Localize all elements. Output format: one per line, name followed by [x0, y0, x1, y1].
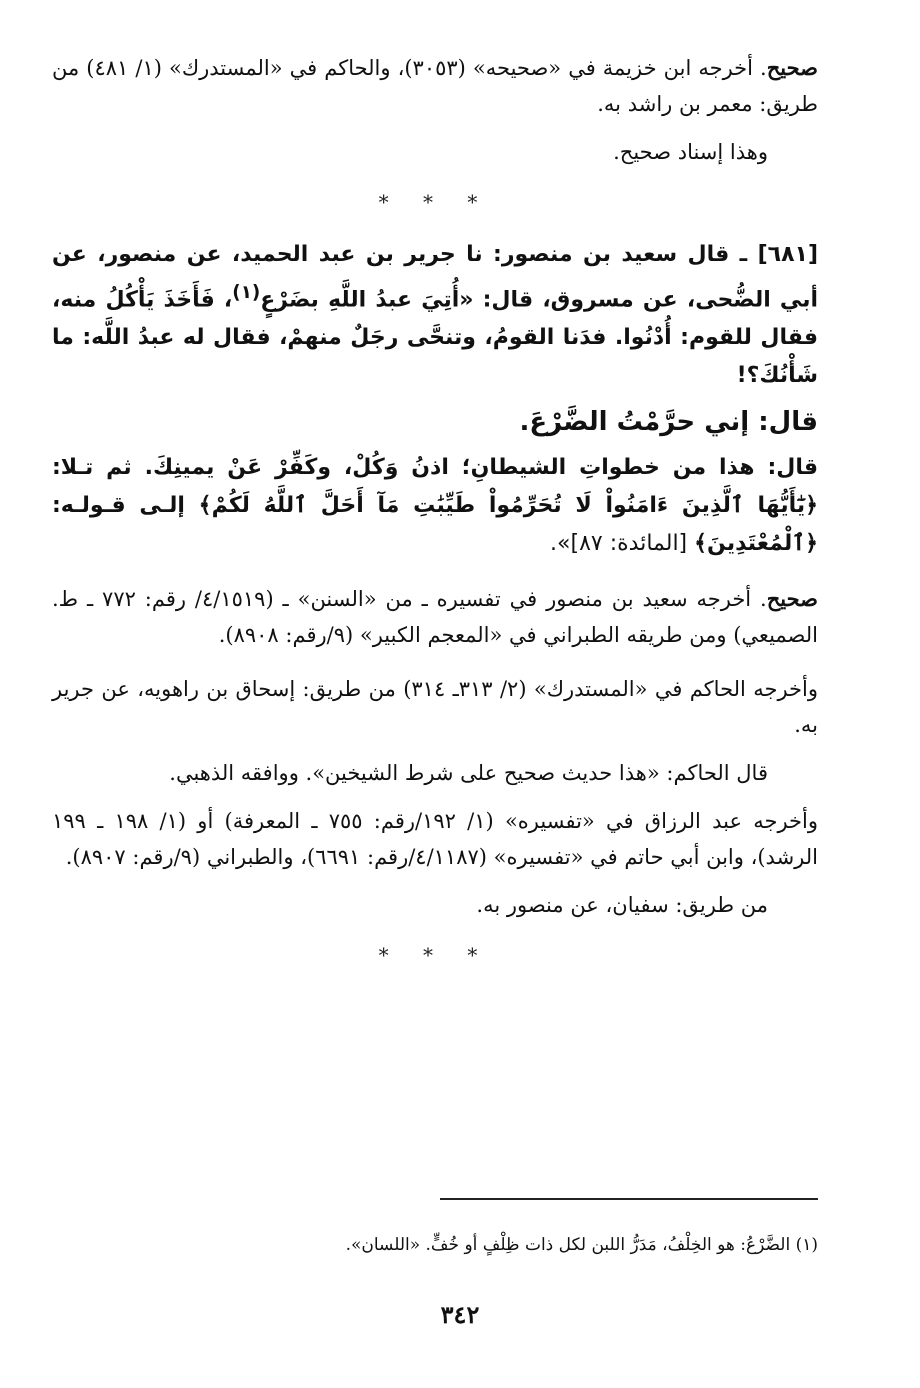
- paragraph-grading-1: [52, 50, 818, 122]
- quran-verse: ﴿يَٰٓأَيُّهَا ٱلَّذِينَ ءَامَنُواْ لَا تُحَرِّمُواْ طَيِّبَٰتِ مَآ أَحَلَّ ٱللَّهُ لَكُمْ﴾: [198, 493, 818, 519]
- section-divider-stars: * * *: [378, 943, 492, 968]
- footnote-reference: (١): [232, 282, 261, 303]
- paragraph-grading-2: [52, 581, 818, 653]
- response-text: قال: هذا من خطواتِ الشيطانِ؛ اذنُ وَكُلْ، وكَفِّرْ عَنْ يمينِكَ. ثم تـلا:: [52, 455, 818, 481]
- section-divider-stars: * * *: [378, 190, 492, 214]
- paragraph-route: من طريق: سفيان، عن منصور به.: [476, 893, 768, 918]
- paragraph-text: . أخرجه سعيد بن منصور في تفسيره ـ من «السنن» ـ (٤/١٥١٩/ رقم: ٧٧٢ ـ ط. الصميعي) ومن طريقه الطبراني في «المعجم الكبير» (٩/رقم: ٨٩٠٨).: [52, 587, 818, 648]
- hadith-intro: [٦٨١] ـ قال سعيد بن منصور: نا جرير بن عبد الحميد، عن منصور، عن أبي الضُّحى، عن مسروق، قال: «أُتِيَ عبدُ اللَّهِ بضَرْعٍ: [52, 242, 818, 313]
- paragraph-isnad-note: وهذا إسناد صحيح.: [613, 140, 768, 164]
- paragraph-text: . أخرجه ابن خزيمة في «صحيحه» (٣٠٥٣)، والحاكم في «المستدرك» (١/ ٤٨١) من طريق: معمر بن راشد به.: [52, 56, 818, 116]
- hadith-reply-line: قال: إني حرَّمْتُ الضَّرْعَ.: [519, 407, 818, 438]
- paragraph-hakim-grading: قال الحاكم: «هذا حديث صحيح على شرط الشيخين». ووافقه الذهبي.: [169, 761, 768, 786]
- paragraph-hakim: وأخرجه الحاكم في «المستدرك» (٢/ ٣١٣ـ ٣١٤) من طريق: إسحاق بن راهويه، عن جرير به.: [52, 677, 818, 738]
- hadith-response: [52, 449, 818, 563]
- footnote-separator: [440, 1198, 818, 1200]
- hadith-rest: ، فَأَخَذَ يَأْكُلُ منه، فقال للقوم: أُدْنُوا. فدَنا القومُ، وتنحَّى رجَلٌ منهمْ، فقال له عبدُ اللَّه: ما شَأْنُكَ؟!: [52, 287, 818, 389]
- hadith-text: [52, 236, 818, 395]
- page-number: ٣٤٢: [440, 1300, 480, 1329]
- response-text-2: إلـى قـولـه:: [52, 493, 199, 519]
- page-body: [52, 50, 818, 989]
- footnote: (١) الضَّرْعُ: هو الخِلْفُ، مَدَرُّ اللبن لكل ذات ظِلْفٍ أو خُفٍّ. «اللسان».: [345, 1235, 818, 1255]
- grading-label: صحيح: [766, 586, 818, 612]
- paragraph-abdurrazzaq: وأخرجه عبد الرزاق في «تفسيره» (١/ ١٩٢/رقم: ٧٥٥ ـ المعرفة) أو (١/ ١٩٨ ـ ١٩٩ الرشد)، وابن أبي حاتم في «تفسيره» (٤/١١٨٧/رقم: ٦٦٩١)، والطبراني (٩/رقم: ٨٩٠٧).: [52, 809, 818, 870]
- quran-verse-end: ﴿ٱلْمُعْتَدِينَ﴾: [694, 531, 818, 557]
- grading-label: صحيح: [766, 55, 818, 80]
- quran-reference: [المائدة: ٨٧]».: [550, 531, 695, 557]
